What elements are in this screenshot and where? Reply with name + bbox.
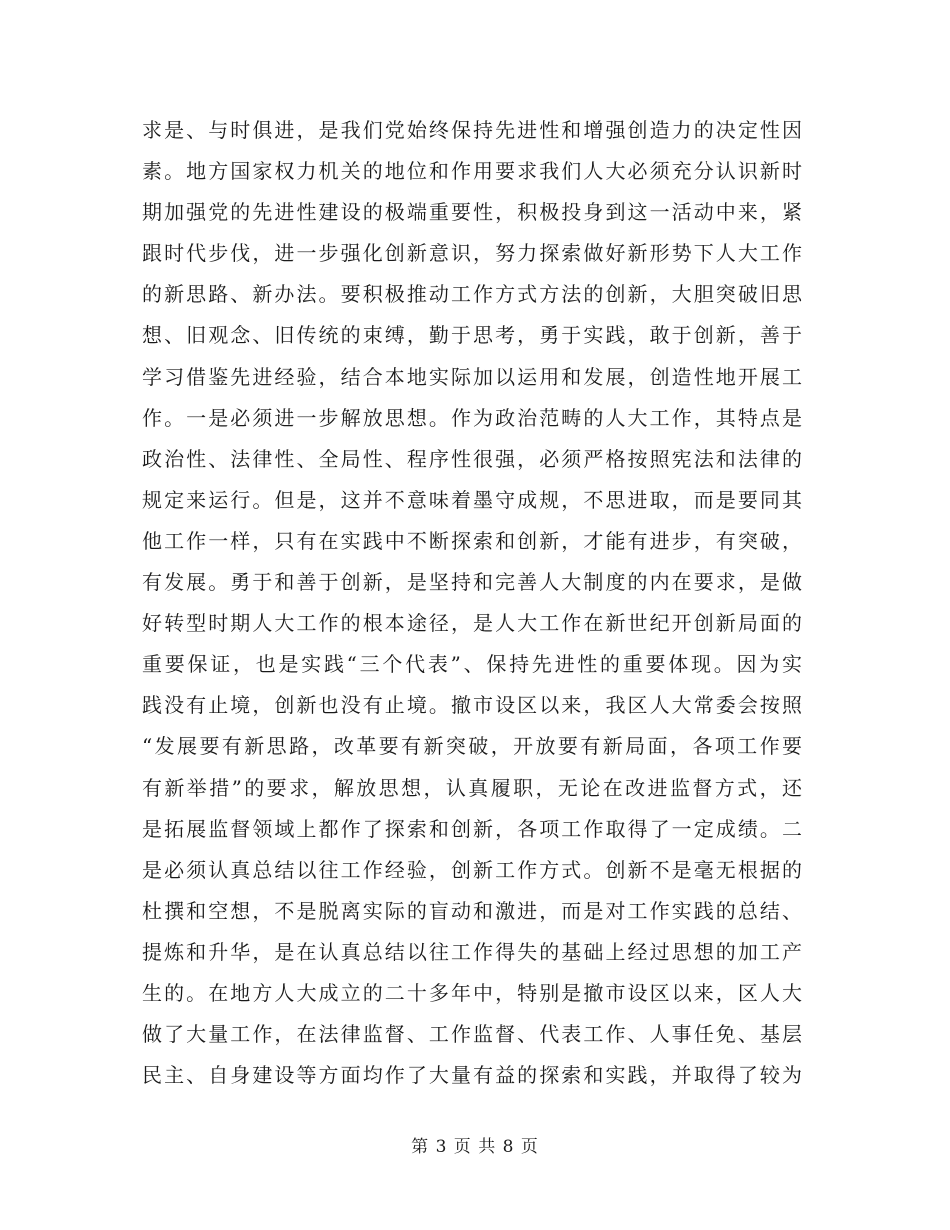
- text-line: 想、旧观念、旧传统的束缚，勤于思考，勇于实践，敢于创新，善于: [142, 323, 802, 348]
- text-line: 重要保证，也是实践“三个代表”、保持先进性的重要体现。因为实: [142, 652, 802, 677]
- text-line: 是拓展监督领域上都作了探索和创新，各项工作取得了一定成绩。二: [142, 816, 802, 841]
- text-line: 做了大量工作，在法律监督、工作监督、代表工作、人事任免、基层: [142, 1022, 802, 1047]
- body-text: [142, 110, 802, 1096]
- text-line: “发展要有新思路，改革要有新突破，开放要有新局面，各项工作要: [142, 734, 802, 759]
- text-line: 杜撰和空想，不是脱离实际的盲动和激进，而是对工作实践的总结、: [142, 898, 802, 923]
- text-line: 有发展。勇于和善于创新，是坚持和完善人大制度的内在要求，是做: [142, 570, 802, 595]
- text-line: 他工作一样，只有在实践中不断探索和创新，才能有进步，有突破，: [142, 528, 802, 553]
- text-line: 作。一是必须进一步解放思想。作为政治范畴的人大工作，其特点是: [142, 405, 802, 430]
- text-line: 规定来运行。但是，这并不意味着墨守成规，不思进取，而是要同其: [142, 487, 802, 512]
- text-line: 期加强党的先进性建设的极端重要性，积极投身到这一活动中来，紧: [142, 200, 802, 225]
- text-line: 好转型时期人大工作的根本途径，是人大工作在新世纪开创新局面的: [142, 611, 802, 636]
- text-line: 民主、自身建设等方面均作了大量有益的探索和实践，并取得了较为: [142, 1063, 802, 1088]
- text-line: 求是、与时俱进，是我们党始终保持先进性和增强创造力的决定性因: [142, 118, 802, 142]
- text-line: 践没有止境，创新也没有止境。撤市设区以来，我区人大常委会按照: [142, 693, 802, 718]
- text-line: 是必须认真总结以往工作经验，创新工作方式。创新不是毫无根据的: [142, 857, 802, 882]
- text-line: 的新思路、新办法。要积极推动工作方式方法的创新，大胆突破旧思: [142, 282, 802, 307]
- text-line: 有新举措”的要求，解放思想，认真履职，无论在改进监督方式，还: [142, 775, 802, 800]
- text-line: 政治性、法律性、全局性、程序性很强，必须严格按照宪法和法律的: [142, 446, 802, 471]
- text-line: 提炼和升华，是在认真总结以往工作得失的基础上经过思想的加工产: [142, 939, 802, 964]
- text-line: 生的。在地方人大成立的二十多年中，特别是撤市设区以来，区人大: [142, 980, 802, 1005]
- text-line: 学习借鉴先进经验，结合本地实际加以运用和发展，创造性地开展工: [142, 364, 802, 389]
- text-line: 素。地方国家权力机关的地位和作用要求我们人大必须充分认识新时: [142, 159, 802, 184]
- page-number-footer: 第 3 页 共 8 页: [411, 1137, 539, 1157]
- text-line: 跟时代步伐，进一步强化创新意识，努力探索做好新形势下人大工作: [142, 241, 802, 266]
